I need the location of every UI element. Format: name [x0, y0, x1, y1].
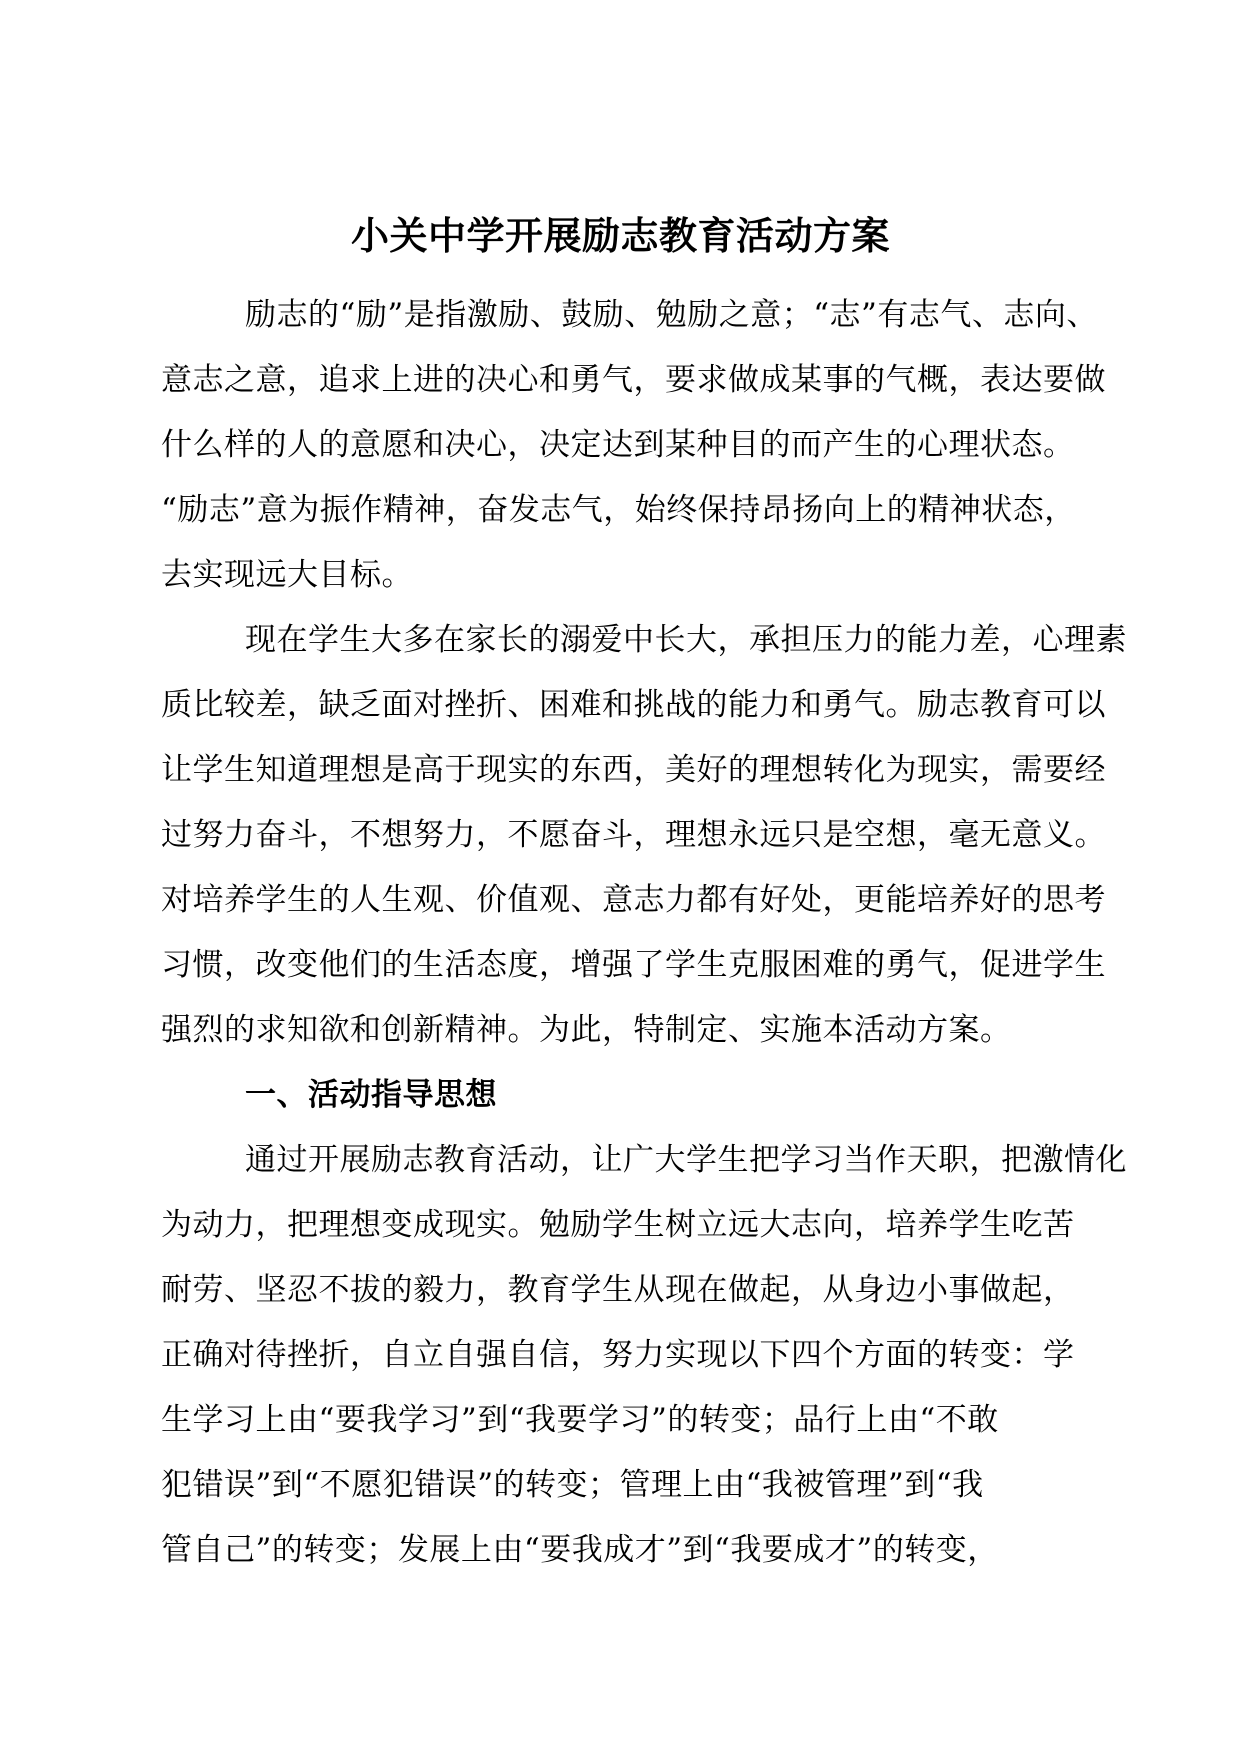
text-line: 什么样的人的意愿和决心，决定达到某种目的而产生的心理状态。 — [161, 427, 1075, 463]
text-line: 励志的“励”是指激励、鼓励、勉励之意；“志”有志气、志向、 — [245, 297, 1098, 333]
text-line: 为动力，把理想变成现实。勉励学生树立远大志向，培养学生吃苦 — [161, 1207, 1075, 1243]
text-line: 习惯，改变他们的生活态度，增强了学生克服困难的勇气，促进学生 — [161, 947, 1106, 983]
text-line: 现在学生大多在家长的溺爱中长大，承担压力的能力差，心理素 — [245, 622, 1127, 658]
text-line: 质比较差，缺乏面对挫折、困难和挑战的能力和勇气。励志教育可以 — [161, 687, 1106, 723]
text-line: 意志之意，追求上进的决心和勇气，要求做成某事的气概，表达要做 — [161, 362, 1106, 398]
text-line: 生学习上由“要我学习”到“我要学习”的转变；品行上由“不敢 — [161, 1402, 999, 1438]
text-line: 让学生知道理想是高于现实的东西，美好的理想转化为现实，需要经 — [161, 752, 1106, 788]
text-line: 犯错误”到“不愿犯错误”的转变；管理上由“我被管理”到“我 — [161, 1467, 984, 1503]
text-line: 管自己”的转变；发展上由“要我成才”到“我要成才”的转变， — [161, 1532, 999, 1568]
document-title: 小关中学开展励志教育活动方案 — [350, 213, 890, 258]
text-line: 耐劳、坚忍不拔的毅力，教育学生从现在做起，从身边小事做起， — [161, 1272, 1075, 1308]
text-line: 对培养学生的人生观、价值观、意志力都有好处，更能培养好的思考 — [161, 882, 1106, 918]
text-line: “励志”意为振作精神，奋发志气，始终保持昂扬向上的精神状态， — [161, 492, 1076, 528]
section-heading: 一、活动指导思想 — [245, 1077, 497, 1113]
text-line: 通过开展励志教育活动，让广大学生把学习当作天职，把激情化 — [245, 1142, 1127, 1178]
text-line: 正确对待挫折，自立自强自信，努力实现以下四个方面的转变：学 — [161, 1337, 1075, 1373]
text-line: 过努力奋斗，不想努力，不愿奋斗，理想永远只是空想，毫无意义。 — [161, 817, 1106, 853]
document-content — [161, 283, 1127, 1583]
text-line: 强烈的求知欲和创新精神。为此，特制定、实施本活动方案。 — [161, 1012, 1012, 1048]
text-line: 去实现远大目标。 — [161, 557, 413, 593]
